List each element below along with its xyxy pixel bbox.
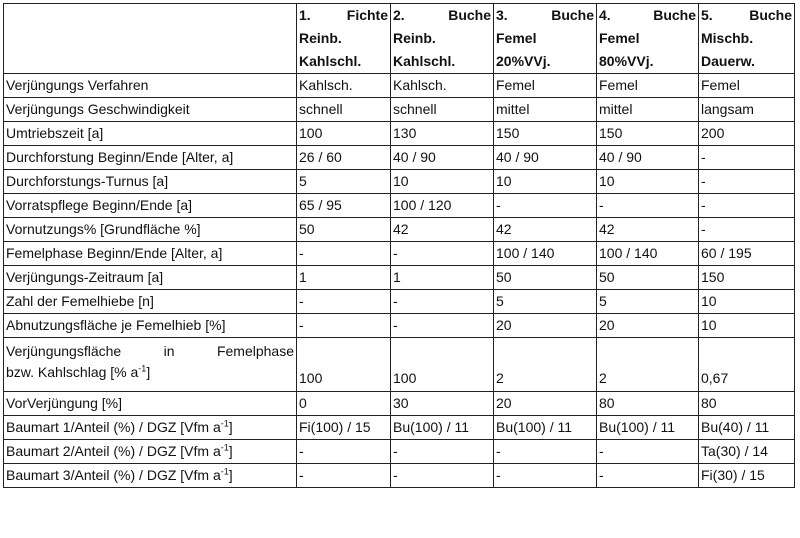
table-row bbox=[4, 440, 795, 464]
header-line2: Mischb. bbox=[701, 30, 754, 46]
header-name: Buche bbox=[551, 7, 594, 23]
table-cell: 5 bbox=[494, 290, 597, 314]
header-num: 3. bbox=[496, 7, 508, 23]
table-cell: 5 bbox=[297, 170, 391, 194]
table-cell: 10 bbox=[597, 170, 699, 194]
row-label: Vornutzungs% [Grundfläche %] bbox=[4, 218, 297, 242]
header-row bbox=[4, 4, 795, 74]
label-text: Baumart 3/Anteil (%) / DGZ [Vfm a bbox=[6, 467, 221, 483]
table-cell: - bbox=[297, 290, 391, 314]
label-text: Baumart 2/Anteil (%) / DGZ [Vfm a bbox=[6, 443, 221, 459]
header-line2: Femel bbox=[496, 30, 537, 46]
table-cell: - bbox=[699, 146, 795, 170]
table-container bbox=[3, 3, 795, 488]
header-cell-5 bbox=[699, 4, 795, 74]
label-superscript: -1 bbox=[220, 418, 229, 429]
table-cell: 80 bbox=[597, 392, 699, 416]
label-superscript: -1 bbox=[220, 442, 229, 453]
table-cell: 5 bbox=[597, 290, 699, 314]
header-line3: 20%VVj. bbox=[496, 53, 551, 69]
row-label: Vorratspflege Beginn/Ende [a] bbox=[4, 194, 297, 218]
label-word: Femelphase bbox=[216, 343, 294, 359]
header-num: 5. bbox=[701, 7, 713, 23]
table-row bbox=[4, 74, 795, 98]
table-cell: 20 bbox=[494, 314, 597, 338]
header-name: Fichte bbox=[346, 7, 388, 23]
table-cell: - bbox=[297, 440, 391, 464]
table-cell: 100 bbox=[297, 122, 391, 146]
label-bracket: ] bbox=[228, 467, 233, 483]
table-cell: Fi(100) / 15 bbox=[297, 416, 391, 440]
row-label bbox=[4, 338, 297, 392]
label-line2: bzw. Kahlschlag [% a bbox=[6, 364, 139, 380]
table-cell: - bbox=[494, 440, 597, 464]
table-cell: 150 bbox=[699, 266, 795, 290]
table-cell: 30 bbox=[391, 392, 494, 416]
row-label: Verjüngungs-Zeitraum [a] bbox=[4, 266, 297, 290]
table-cell: 50 bbox=[597, 266, 699, 290]
table-cell: - bbox=[494, 194, 597, 218]
header-line2: Femel bbox=[599, 30, 640, 46]
header-num: 1. bbox=[299, 7, 311, 23]
header-line3: 80%VVj. bbox=[599, 53, 654, 69]
label-bracket: ] bbox=[228, 419, 233, 435]
table-cell: 40 / 90 bbox=[391, 146, 494, 170]
header-cell-3 bbox=[494, 4, 597, 74]
table-row bbox=[4, 218, 795, 242]
table-cell: schnell bbox=[391, 98, 494, 122]
label-word: Verjüngungsfläche bbox=[6, 343, 122, 359]
table-cell: 100 / 140 bbox=[494, 242, 597, 266]
table-cell: 10 bbox=[699, 314, 795, 338]
label-text: Baumart 1/Anteil (%) / DGZ [Vfm a bbox=[6, 419, 221, 435]
table-cell: langsam bbox=[699, 98, 795, 122]
row-label: Zahl der Femelhiebe [n] bbox=[4, 290, 297, 314]
table-cell: 42 bbox=[391, 218, 494, 242]
table-cell: Ta(30) / 14 bbox=[699, 440, 795, 464]
table-cell: Kahlsch. bbox=[297, 74, 391, 98]
table-cell: 100 bbox=[391, 338, 494, 392]
table-cell: - bbox=[391, 440, 494, 464]
table-cell: schnell bbox=[297, 98, 391, 122]
table-row bbox=[4, 242, 795, 266]
table-cell: - bbox=[297, 242, 391, 266]
table-cell: 40 / 90 bbox=[494, 146, 597, 170]
header-cell-1 bbox=[297, 4, 391, 74]
header-cell-empty bbox=[4, 4, 297, 74]
table-cell: 0 bbox=[297, 392, 391, 416]
row-label: Femelphase Beginn/Ende [Alter, a] bbox=[4, 242, 297, 266]
table-cell: Fi(30) / 15 bbox=[699, 464, 795, 488]
table-row bbox=[4, 194, 795, 218]
table-cell: 50 bbox=[297, 218, 391, 242]
table-cell: - bbox=[391, 464, 494, 488]
table-cell: - bbox=[494, 464, 597, 488]
table-row bbox=[4, 98, 795, 122]
table-cell: 40 / 90 bbox=[597, 146, 699, 170]
row-label: Durchforstungs-Turnus [a] bbox=[4, 170, 297, 194]
table-cell: Bu(40) / 11 bbox=[699, 416, 795, 440]
header-line2: Reinb. bbox=[299, 30, 342, 46]
table-cell: 42 bbox=[597, 218, 699, 242]
row-label bbox=[4, 440, 297, 464]
table-cell: 1 bbox=[391, 266, 494, 290]
header-name: Buche bbox=[448, 7, 491, 23]
row-label: Abnutzungsfläche je Femelhieb [%] bbox=[4, 314, 297, 338]
table-cell: 10 bbox=[391, 170, 494, 194]
table-cell: 10 bbox=[699, 290, 795, 314]
table-cell: 150 bbox=[494, 122, 597, 146]
table-cell: - bbox=[391, 314, 494, 338]
table-cell: 42 bbox=[494, 218, 597, 242]
header-num: 2. bbox=[393, 7, 405, 23]
header-line3: Dauerw. bbox=[701, 53, 755, 69]
table-cell: Bu(100) / 11 bbox=[597, 416, 699, 440]
table-row bbox=[4, 392, 795, 416]
label-bracket: ] bbox=[146, 364, 151, 380]
row-label: Durchforstung Beginn/Ende [Alter, a] bbox=[4, 146, 297, 170]
table-cell: - bbox=[597, 194, 699, 218]
table-row-tall bbox=[4, 338, 795, 392]
table-cell: Kahlsch. bbox=[391, 74, 494, 98]
table-row bbox=[4, 170, 795, 194]
table-cell: mittel bbox=[597, 98, 699, 122]
row-label bbox=[4, 416, 297, 440]
table-cell: - bbox=[597, 440, 699, 464]
header-line3: Kahlschl. bbox=[299, 53, 362, 69]
table-cell: 20 bbox=[597, 314, 699, 338]
table-cell: 80 bbox=[699, 392, 795, 416]
row-label bbox=[4, 464, 297, 488]
table-row bbox=[4, 146, 795, 170]
table-cell: 65 / 95 bbox=[297, 194, 391, 218]
table-cell: 100 / 120 bbox=[391, 194, 494, 218]
header-name: Buche bbox=[749, 7, 792, 23]
header-line3: Kahlschl. bbox=[393, 53, 456, 69]
table-row bbox=[4, 464, 795, 488]
row-label: Umtriebszeit [a] bbox=[4, 122, 297, 146]
table-cell: 200 bbox=[699, 122, 795, 146]
table-cell: 130 bbox=[391, 122, 494, 146]
header-num: 4. bbox=[599, 7, 611, 23]
label-bracket: ] bbox=[228, 443, 233, 459]
table-row bbox=[4, 122, 795, 146]
table-cell: Femel bbox=[699, 74, 795, 98]
row-label: Verjüngungs Verfahren bbox=[4, 74, 297, 98]
table-cell: 20 bbox=[494, 392, 597, 416]
table-cell: - bbox=[297, 464, 391, 488]
table-cell: - bbox=[699, 170, 795, 194]
header-line2: Reinb. bbox=[393, 30, 436, 46]
table-cell: - bbox=[597, 464, 699, 488]
table-cell: 10 bbox=[494, 170, 597, 194]
table-cell: Femel bbox=[597, 74, 699, 98]
table-cell: - bbox=[699, 218, 795, 242]
table-cell: 2 bbox=[494, 338, 597, 392]
table-row bbox=[4, 266, 795, 290]
header-cell-2 bbox=[391, 4, 494, 74]
table-cell: 100 bbox=[297, 338, 391, 392]
table-cell: mittel bbox=[494, 98, 597, 122]
table-cell: 26 / 60 bbox=[297, 146, 391, 170]
header-name: Buche bbox=[653, 7, 696, 23]
table-cell: - bbox=[297, 314, 391, 338]
table-cell: - bbox=[699, 194, 795, 218]
table-row bbox=[4, 290, 795, 314]
table-cell: Femel bbox=[494, 74, 597, 98]
table-cell: - bbox=[391, 290, 494, 314]
label-superscript: -1 bbox=[220, 466, 229, 477]
table-cell: - bbox=[391, 242, 494, 266]
row-label: VorVerjüngung [%] bbox=[4, 392, 297, 416]
table-row bbox=[4, 314, 795, 338]
table-cell: 100 / 140 bbox=[597, 242, 699, 266]
table-cell: 2 bbox=[597, 338, 699, 392]
table-cell: 60 / 195 bbox=[699, 242, 795, 266]
label-superscript: -1 bbox=[138, 363, 147, 374]
forest-scenario-table bbox=[3, 3, 795, 488]
header-cell-4 bbox=[597, 4, 699, 74]
table-cell: 1 bbox=[297, 266, 391, 290]
label-word: in bbox=[163, 343, 175, 359]
table-row bbox=[4, 416, 795, 440]
table-cell: 150 bbox=[597, 122, 699, 146]
row-label: Verjüngungs Geschwindigkeit bbox=[4, 98, 297, 122]
table-cell: Bu(100) / 11 bbox=[391, 416, 494, 440]
table-cell: 0,67 bbox=[699, 338, 795, 392]
table-cell: 50 bbox=[494, 266, 597, 290]
table-cell: Bu(100) / 11 bbox=[494, 416, 597, 440]
